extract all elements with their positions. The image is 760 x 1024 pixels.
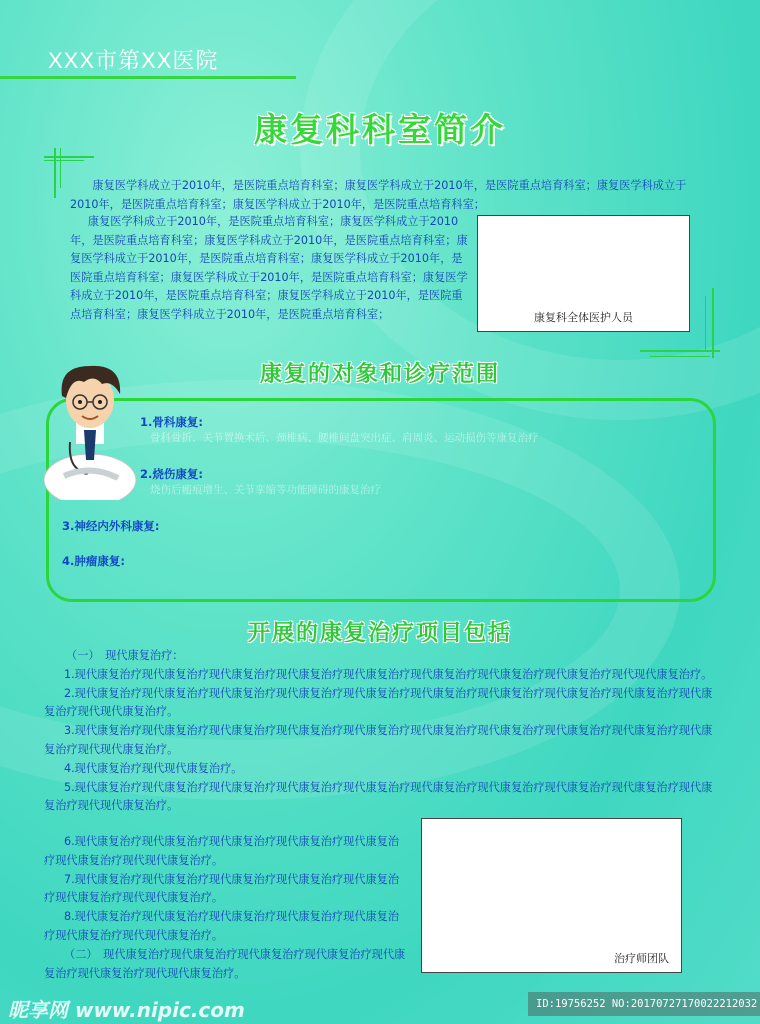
projects-heading: （二） 现代康复治疗现代康复治疗现代康复治疗现代康复治疗现代康复治疗现代康复治疗现代现代康复治疗。	[44, 947, 406, 980]
projects-section-title: 开展的康复治疗项目包括	[247, 621, 512, 646]
project-item: 2.现代康复治疗现代康复治疗现代康复治疗现代康复治疗现代康复治疗现代康复治疗现代康复治疗现代康复治疗现代康复治疗现代康复治疗现代现代康复治疗。	[44, 686, 713, 719]
corner-frame-line	[712, 288, 714, 358]
scope-item-description: 骨科骨折、关节置换术后、颈椎病、腰椎间盘突出症、肩周炎、运动损伤等康复治疗	[150, 432, 539, 444]
corner-frame-line	[54, 148, 56, 198]
scope-item-label: 3.神经内外科康复:	[62, 519, 160, 533]
project-item: 3.现代康复治疗现代康复治疗现代康复治疗现代康复治疗现代康复治疗现代康复治疗现代康复治疗现代康复治疗现代康复治疗现代康复治疗现代现代康复治疗。	[44, 724, 713, 756]
header-underline	[0, 76, 296, 79]
project-item: 1.现代康复治疗现代康复治疗现代康复治疗现代康复治疗现代康复治疗现代康复治疗现代康复治疗现代康复治疗现代现代康复治疗。	[64, 667, 713, 681]
intro-paragraph-1: 康复医学科成立于2010年，是医院重点培育科室；康复医学科成立于2010年，是医院重点培育科室；康复医学科成立于2010年，是医院重点培育科室；康复医学科成立于2010年，是医院重点培育科室；	[70, 179, 687, 211]
staff-photo-frame	[477, 215, 690, 332]
corner-frame-line	[60, 148, 61, 188]
scope-item-label: 2.烧伤康复:	[140, 467, 203, 481]
image-id-strip: ID:19756252 NO:20170727170022212032	[528, 992, 760, 1016]
scope-item-label: 4.肿瘤康复:	[62, 554, 125, 568]
intro-paragraph-2: 康复医学科成立于2010年，是医院重点培育科室；康复医学科成立于2010年，是医院重点培育科室；康复医学科成立于2010年，是医院重点培育科室；康复医学科成立于2010年，是医院重点培育科室；康复医学科成立于2010年，是医院重点培育科室；康复医学科成立于2010年，是医院重点培育科室；康复医学科成立于2010年，是医院重点培育科室；康复医学科成立于2010年，是医院重点培育科室；康复医学科成立于2010年，是医院重点培育科室；	[70, 215, 468, 321]
therapist-photo-frame	[421, 818, 682, 973]
corner-frame-line	[44, 160, 84, 161]
hospital-name: XXX市第XX医院	[48, 48, 219, 73]
therapist-photo-caption: 治疗师团队	[614, 952, 669, 965]
projects-list	[44, 647, 716, 816]
scope-section-title: 康复的对象和诊疗范围	[259, 362, 500, 387]
watermark-text: 昵享网 www.nipic.com	[8, 998, 245, 1022]
project-item: 5.现代康复治疗现代康复治疗现代康复治疗现代康复治疗现代康复治疗现代康复治疗现代康复治疗现代康复治疗现代康复治疗现代康复治疗现代现代康复治疗。	[44, 780, 713, 813]
project-item: 4.现代康复治疗现代现代康复治疗。	[64, 761, 243, 775]
page-title: 康复科科室简介	[254, 110, 506, 149]
scope-item-description: 烧伤后瘢痕增生、关节挛缩等功能障碍的康复治疗	[150, 484, 381, 496]
project-item: 8.现代康复治疗现代康复治疗现代康复治疗现代康复治疗现代康复治疗现代康复治疗现代现代康复治疗。	[44, 910, 400, 942]
projects-heading: （一） 现代康复治疗：	[66, 649, 184, 662]
projects-list-narrow	[44, 833, 406, 983]
corner-frame-line	[705, 296, 706, 352]
corner-frame-line	[640, 350, 720, 352]
project-item: 6.现代康复治疗现代康复治疗现代康复治疗现代康复治疗现代康复治疗现代康复治疗现代现代康复治疗。	[44, 835, 400, 867]
scope-item-label: 1.骨科康复:	[140, 415, 203, 429]
doctor-illustration	[40, 360, 140, 500]
staff-photo-caption: 康复科全体医护人员	[534, 311, 633, 324]
corner-frame-line	[44, 156, 94, 158]
project-item: 7.现代康复治疗现代康复治疗现代康复治疗现代康复治疗现代康复治疗现代康复治疗现代现代康复治疗。	[44, 872, 400, 905]
